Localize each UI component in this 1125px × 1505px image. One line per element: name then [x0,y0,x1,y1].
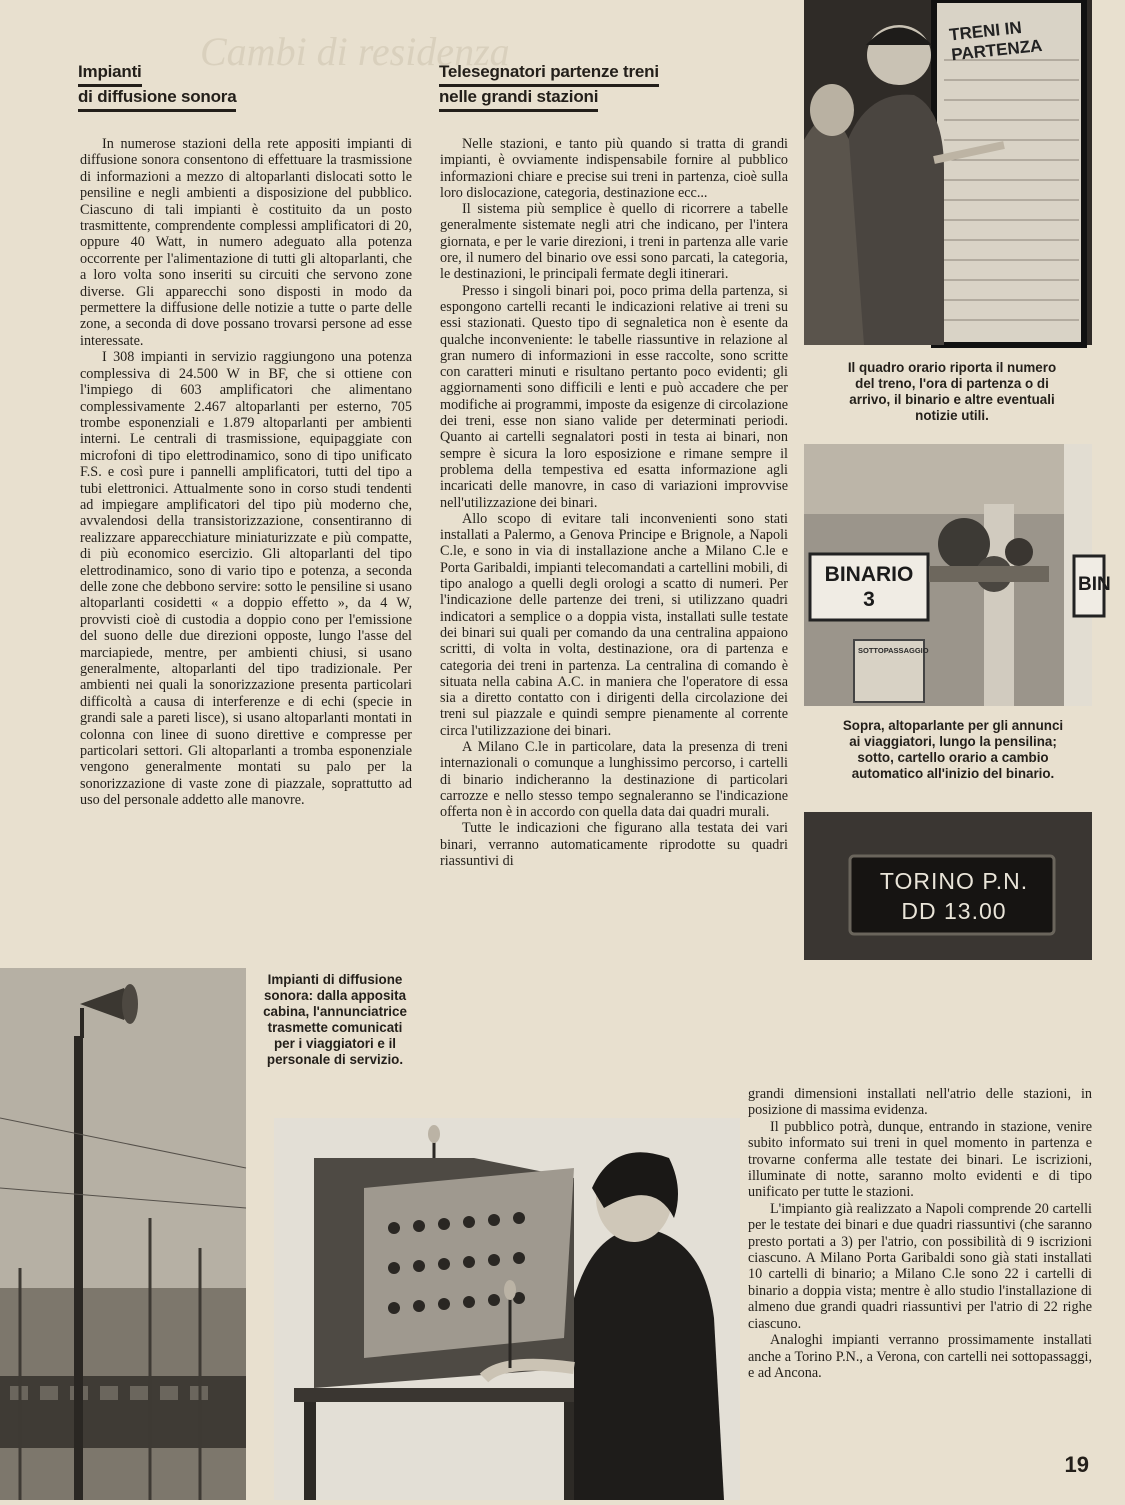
announcer-illustration [274,1118,740,1500]
indicator-category-time: DD 13.00 [901,898,1007,924]
bottom-right-paragraph: grandi dimensioni installati nell'atrio delle stazioni, in posizione di massima evidenza. [748,1086,1092,1119]
middle-paragraph: Allo scopo di evitare tali inconvenienti sono stati installati a Palermo, a Genova Principe e Brignole, a Napoli C.le, e sono in via di installazione anche a Milano C.le e Porta Garibaldi, impianti telecomandati a cartellini mobili, di tipo analogo a quelli degli orologi a scatto di numeri. Per l'indicazione delle partenze dei treni, si utilizzano quadri indicatori a semplice o a doppia vista, installati sulle testate dei binari sui quali per comando da una centralina appaiono scritti, di volta in volta, destinazione, ora di partenza e categoria dei treni in partenza. La centralina di comando è situata nella cabina A.C. in maniera che l'operatore di essa sia a diretto contatto con i dirigenti della circolazione dei treni sul piazzale e quindi sempre pienamente al corrente circa l'utilizzazione dei binari. [440,510,788,739]
bottom-right-paragraph: L'impianto già realizzato a Napoli comprende 20 cartelli per le testate dei binari e due quadri riassuntivi (che saranno presto portati a 3) per l'atrio, con possibilità di 9 iscrizioni ciascuno. A Milano Porta Garibaldi sono già stati installati 10 cartelli di binario; a Milano C.le sono 22 i cartelli di binario a doppia vista; mentre è allo studio l'installazione di almeno due grandi quadri riassuntivi per l'atrio di 22 righe ciascuno. [748,1200,1092,1332]
middle-paragraph: A Milano C.le in particolare, data la presenza di treni internazionali o comunque a lunghissimo percorso, i cartelli di binario indicheranno la destinazione di particolari carrozze e nello stesso tempo segnaleranno se l'indicazione offerta non è in accordo con quella data dai quadri murali. [440,738,788,821]
middle-paragraph: Tutte le indicazioni che figurano alla testata dei vari binari, verranno automaticamente riprodotte su quadri riassuntivi di [440,820,788,870]
left-heading-line1: Impianti [78,62,142,87]
left-heading-line2: di diffusione sonora [78,87,236,112]
page-number: 19 [1064,1452,1089,1477]
platform-sign [818,562,920,612]
train-indicator-photo [804,812,1092,960]
left-paragraph: I 308 impianti in servizio raggiungono una potenza complessiva di 24.500 W in BF, che si ottiene con l'impiego di 603 amplificatori che alimentano complessivamente 2.467 altoparlanti per esterno, 705 trombe esponenziali e 1.879 altoparlanti per ambienti interni. Le centrali di trasmissione, equipaggiate con microfoni di tipo elettrodinamico, sono di tipo unificato F.S. e così pure i pannelli amplificatori, tutti del tipo a tubi elettronici. Attualmente sono in corso studi tendenti ad impiegare amplificatori del tipo più moderno che, avvalendosi della transistorizzazione, consentiranno di realizzare apparecchiature miniaturizzate e più compatte, di più economico esercizio. Gli altoparlanti del tipo elettrodinamico, sono di vario tipo e potenza, a seconda delle zone che debbono servire: sotto le pensiline si usano altoparlanti cosidetti « a doppio effetto », da 4 W, provvisti cioè di custodia a doppio cono per l'emissione del suono delle due direzioni opposte, lungo l'asse del marciapiede, mentre, per ambienti chiusi, si usano generalmente, altoparlanti del tipo tradizionale. Per ambienti nei quali la sonorizzazione presenta particolari difficoltà a causa di interferenze e di echi (specie in grandi sale a pareti lisce), si usano altoparlanti montati in colonna con linee di suono direttive e compresse per particolari settori. Gli altoparlanti a tromba esponenziale vengono generalmente montati su palo per la sonorizzazione di vaste zone di piazzale, soprattutto ad uso del personale addetto alle manovre. [80,349,412,809]
bottom-right-column [748,1086,1092,1452]
bottom-right-paragraph: Analoghi impianti verranno prossimamente installati anche a Torino P.N., a Verona, con cartelli nei sottopassaggi, e ad Ancona. [748,1332,1092,1381]
timetable-board-photo [804,0,1092,345]
announcer-photo-caption: Impianti di diffusione sonora: dalla apposita cabina, l'annunciatrice trasmette comunicati per i viaggiatori e il personale di servizio. [263,972,407,1067]
timetable-board-title: TRENI IN PARTENZA [948,17,1044,65]
indicator-display [864,866,1044,926]
platform-sign-photo [804,444,1111,706]
platform-sign-partial: BIN [1078,574,1111,595]
timetable-photo-caption: Il quadro orario riporta il numero del treno, l'ora di partenza o di arrivo, il binario e altre eventuali notizie utili. [847,360,1057,423]
indicator-destination: TORINO P.N. [879,868,1029,894]
left-heading [78,62,236,112]
middle-paragraph: Nelle stazioni, e tanto più quando si tratta di grandi impianti, è ovviamente indispensabile fornire al pubblico informazioni chiare e precise sui treni in partenza, cioè sulla loro dislocazione, categoria, destinazione ecc... [440,136,788,201]
middle-column [440,136,788,1086]
right-heading [439,62,659,112]
left-column [80,136,412,956]
platform-photos-caption: Sopra, altoparlante per gli annunci ai viaggiatori, lungo la pensilina; sotto, cartello orario a cambio automatico all'inizio del binario. [842,718,1064,781]
loudspeaker-illustration [0,968,246,1500]
loudspeaker-pole-photo [0,968,246,1500]
right-heading-line1: Telesegnatori partenze treni [439,62,659,87]
right-heading-line2: nelle grandi stazioni [439,87,598,112]
underpass-sign: SOTTOPASSAGGIO [858,646,929,655]
platform-sign-number: 3 [863,588,875,611]
left-paragraph: In numerose stazioni della rete appositi impianti di diffusione sonora consentono di effettuare la trasmissione di informazioni a mezzo di altoparlanti dislocati sotto le pensiline e negli ambienti a disposizione del pubblico. Ciascuno di tali impianti è costituito da un posto trasmittente, comprendente complessi amplificatori di 20, oppure 40 Watt, in numero adeguato alla potenza occorrente per l'alimentazione di tutti gli altoparlanti, che a loro volta sono inseriti su circuiti che servono zone diverse. Gli apparecchi sono disposti in modo da permettere la diffusione delle notizie a tutte o parte delle zone, a seconda di dove possano trovarsi persone ad esse interessate. [80,136,412,349]
middle-paragraph: Il sistema più semplice è quello di ricorrere a tabelle generalmente sistemate negli atri che indicano, per l'intera giornata, e per le varie direzioni, i treni in partenza alle varie ore, il numero del binario ove essi sono parcati, la categoria, le destinazioni, le principali fermate degli itinerari. [440,201,788,283]
bottom-right-paragraph: Il pubblico potrà, dunque, entrando in stazione, venire subito informato sui treni in quel momento in partenza e trovarne conferma alle testate dei binari. Le iscrizioni, illuminate di notte, saranno molto evidenti e di tipo unificato per tutte le stazioni. [748,1118,1092,1201]
middle-paragraph: Presso i singoli binari poi, poco prima della partenza, si espongono cartelli recanti le indicazioni relative ai treni su essi stazionati. Questo tipo di segnaletica non è esente da qualche inconveniente: le tabelle riassuntive in relazione al gran numero di informazioni in esse raccolte, sono scritte con caratteri minuti e risultano pertanto poco evidenti; gli aggiornamenti sono difficili e lenti e può accadere che per modifiche ai programmi, imposte da esigenze di circolazione dei treni, esse non siano valide per determinati periodi. Quanto ai cartelli segnalatori posti in testa ai binari, non sempre è sicura la loro esposizione e rimane sempre il problema della tempestiva ed esatta informazione agli incaricati delle manovre, in caso di variazioni improvvise nell'utilizzazione dei binari. [440,282,788,511]
faint-background-title: Cambi di residenza [200,29,510,74]
platform-sign-word: BINARIO [824,563,914,586]
announcer-console-photo [274,1118,740,1500]
